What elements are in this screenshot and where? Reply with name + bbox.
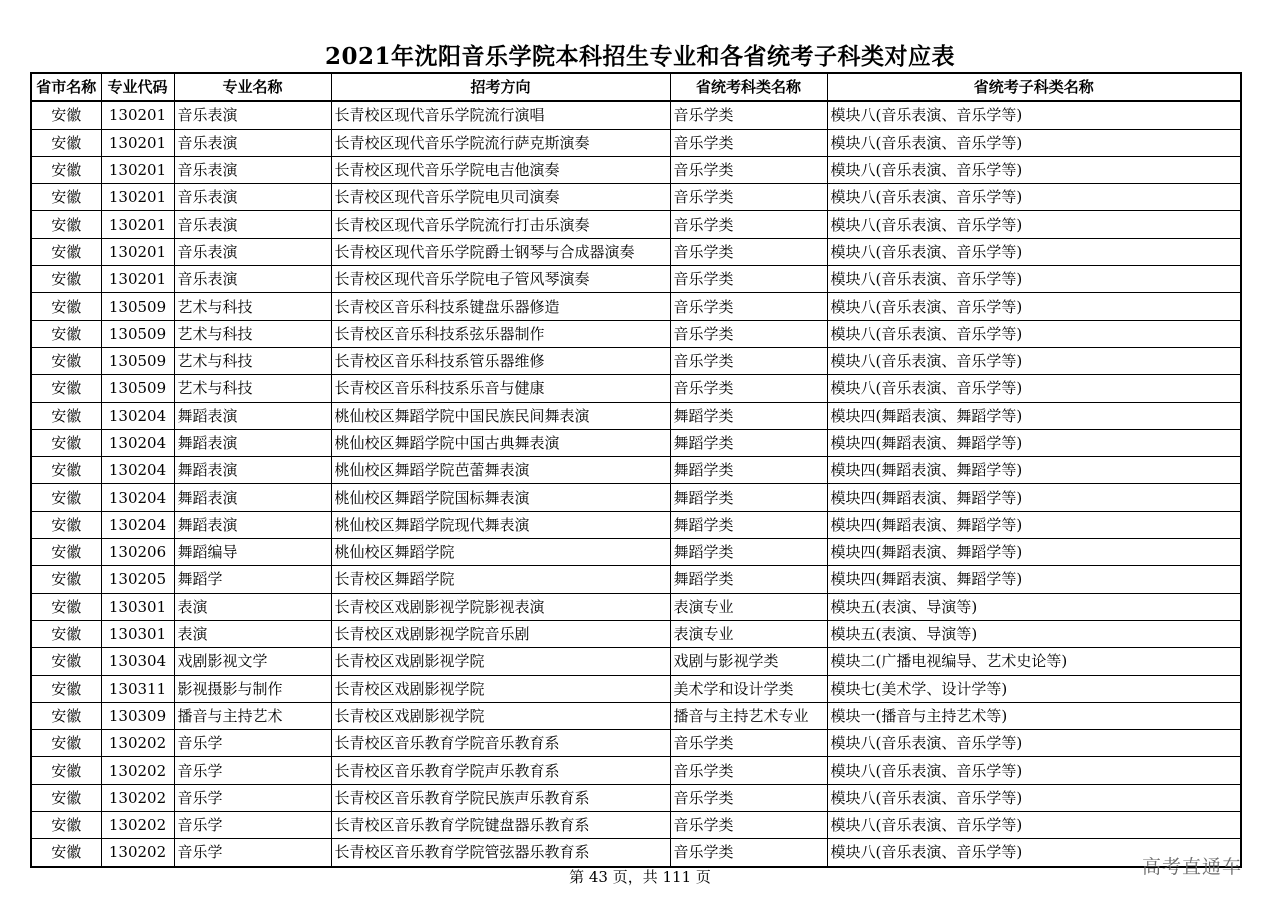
cell-major-name: 音乐学 [174, 784, 331, 811]
table-row [31, 375, 1241, 402]
cell-major-name: 影视摄影与制作 [174, 675, 331, 702]
table-row [31, 266, 1241, 293]
cell-admission-direction: 长青校区音乐科技系管乐器维修 [331, 347, 670, 374]
table-row [31, 211, 1241, 238]
cell-major-code: 130509 [101, 347, 174, 374]
cell-province: 安徽 [31, 539, 101, 566]
cell-major-name: 音乐表演 [174, 101, 331, 129]
cell-exam-category: 舞蹈学类 [670, 402, 827, 429]
cell-province: 安徽 [31, 293, 101, 320]
cell-exam-category: 音乐学类 [670, 266, 827, 293]
cell-province: 安徽 [31, 101, 101, 129]
cell-exam-subcategory: 模块四(舞蹈表演、舞蹈学等) [827, 539, 1241, 566]
cell-major-name: 音乐表演 [174, 238, 331, 265]
table-row [31, 156, 1241, 183]
document-title: 2021年沈阳音乐学院本科招生专业和各省统考子科类对应表 [324, 43, 955, 70]
table-row [31, 320, 1241, 347]
cell-major-code: 130201 [101, 101, 174, 129]
cell-exam-category: 音乐学类 [670, 238, 827, 265]
cell-admission-direction: 长青校区音乐科技系乐音与健康 [331, 375, 670, 402]
cell-major-name: 舞蹈表演 [174, 457, 331, 484]
cell-province: 安徽 [31, 320, 101, 347]
cell-major-name: 艺术与科技 [174, 320, 331, 347]
cell-major-name: 艺术与科技 [174, 293, 331, 320]
cell-admission-direction: 长青校区戏剧影视学院 [331, 702, 670, 729]
cell-admission-direction: 长青校区现代音乐学院电吉他演奏 [331, 156, 670, 183]
cell-major-name: 艺术与科技 [174, 375, 331, 402]
header-major-name: 专业名称 [174, 73, 331, 101]
cell-exam-category: 音乐学类 [670, 320, 827, 347]
cell-exam-subcategory: 模块四(舞蹈表演、舞蹈学等) [827, 566, 1241, 593]
cell-exam-subcategory: 模块八(音乐表演、音乐学等) [827, 730, 1241, 757]
cell-admission-direction: 长青校区音乐科技系弦乐器制作 [331, 320, 670, 347]
cell-major-code: 130301 [101, 593, 174, 620]
cell-exam-category: 音乐学类 [670, 757, 827, 784]
table-row [31, 648, 1241, 675]
cell-province: 安徽 [31, 648, 101, 675]
cell-major-name: 音乐学 [174, 839, 331, 867]
cell-province: 安徽 [31, 566, 101, 593]
cell-admission-direction: 长青校区音乐科技系键盘乐器修造 [331, 293, 670, 320]
cell-exam-subcategory: 模块五(表演、导演等) [827, 593, 1241, 620]
cell-major-name: 舞蹈表演 [174, 511, 331, 538]
table-row [31, 620, 1241, 647]
admissions-table [30, 72, 1242, 868]
table-row [31, 511, 1241, 538]
cell-exam-category: 表演专业 [670, 593, 827, 620]
cell-exam-subcategory: 模块八(音乐表演、音乐学等) [827, 238, 1241, 265]
cell-major-name: 舞蹈学 [174, 566, 331, 593]
cell-exam-category: 音乐学类 [670, 101, 827, 129]
cell-exam-subcategory: 模块八(音乐表演、音乐学等) [827, 757, 1241, 784]
cell-major-code: 130201 [101, 211, 174, 238]
cell-exam-category: 音乐学类 [670, 839, 827, 867]
cell-major-name: 音乐表演 [174, 266, 331, 293]
cell-province: 安徽 [31, 429, 101, 456]
table-row [31, 347, 1241, 374]
table-row [31, 429, 1241, 456]
cell-exam-subcategory: 模块八(音乐表演、音乐学等) [827, 156, 1241, 183]
cell-major-name: 舞蹈表演 [174, 429, 331, 456]
cell-major-code: 130202 [101, 730, 174, 757]
cell-exam-subcategory: 模块五(表演、导演等) [827, 620, 1241, 647]
cell-admission-direction: 长青校区现代音乐学院电贝司演奏 [331, 184, 670, 211]
cell-admission-direction: 长青校区音乐教育学院管弦器乐教育系 [331, 839, 670, 867]
cell-province: 安徽 [31, 402, 101, 429]
cell-exam-category: 舞蹈学类 [670, 484, 827, 511]
cell-exam-category: 音乐学类 [670, 184, 827, 211]
cell-admission-direction: 长青校区现代音乐学院流行打击乐演奏 [331, 211, 670, 238]
cell-major-name: 表演 [174, 593, 331, 620]
cell-exam-category: 表演专业 [670, 620, 827, 647]
watermark: 高考直通车 [1142, 856, 1243, 878]
cell-major-code: 130509 [101, 320, 174, 347]
header-admission-direction: 招考方向 [331, 73, 670, 101]
cell-exam-category: 音乐学类 [670, 156, 827, 183]
cell-admission-direction: 桃仙校区舞蹈学院中国民族民间舞表演 [331, 402, 670, 429]
cell-major-code: 130309 [101, 702, 174, 729]
cell-major-code: 130206 [101, 539, 174, 566]
cell-province: 安徽 [31, 757, 101, 784]
cell-major-code: 130509 [101, 375, 174, 402]
cell-province: 安徽 [31, 812, 101, 839]
page-number: 第 43 页，共 111 页 [569, 868, 711, 886]
cell-province: 安徽 [31, 211, 101, 238]
cell-major-code: 130204 [101, 511, 174, 538]
cell-major-code: 130202 [101, 757, 174, 784]
cell-province: 安徽 [31, 156, 101, 183]
cell-major-code: 130311 [101, 675, 174, 702]
cell-exam-category: 音乐学类 [670, 211, 827, 238]
cell-exam-subcategory: 模块八(音乐表演、音乐学等) [827, 184, 1241, 211]
cell-major-name: 音乐表演 [174, 129, 331, 156]
cell-major-code: 130201 [101, 156, 174, 183]
table-row [31, 293, 1241, 320]
cell-major-code: 130304 [101, 648, 174, 675]
cell-province: 安徽 [31, 511, 101, 538]
table-row [31, 184, 1241, 211]
table-row [31, 839, 1241, 867]
cell-exam-category: 舞蹈学类 [670, 457, 827, 484]
cell-province: 安徽 [31, 375, 101, 402]
cell-major-code: 130202 [101, 784, 174, 811]
cell-major-name: 音乐学 [174, 730, 331, 757]
cell-admission-direction: 长青校区舞蹈学院 [331, 566, 670, 593]
cell-province: 安徽 [31, 593, 101, 620]
cell-exam-subcategory: 模块八(音乐表演、音乐学等) [827, 129, 1241, 156]
cell-major-name: 表演 [174, 620, 331, 647]
cell-exam-category: 音乐学类 [670, 347, 827, 374]
cell-exam-subcategory: 模块四(舞蹈表演、舞蹈学等) [827, 511, 1241, 538]
cell-exam-subcategory: 模块二(广播电视编导、艺术史论等) [827, 648, 1241, 675]
cell-major-code: 130204 [101, 484, 174, 511]
cell-exam-subcategory: 模块一(播音与主持艺术等) [827, 702, 1241, 729]
cell-admission-direction: 长青校区戏剧影视学院 [331, 648, 670, 675]
cell-exam-subcategory: 模块八(音乐表演、音乐学等) [827, 839, 1241, 867]
cell-admission-direction: 桃仙校区舞蹈学院现代舞表演 [331, 511, 670, 538]
header-major-code: 专业代码 [101, 73, 174, 101]
cell-exam-subcategory: 模块七(美术学、设计学等) [827, 675, 1241, 702]
cell-province: 安徽 [31, 702, 101, 729]
cell-major-name: 音乐表演 [174, 156, 331, 183]
cell-exam-category: 舞蹈学类 [670, 511, 827, 538]
cell-province: 安徽 [31, 620, 101, 647]
cell-exam-category: 音乐学类 [670, 293, 827, 320]
table-body [31, 101, 1241, 866]
cell-admission-direction: 长青校区音乐教育学院声乐教育系 [331, 757, 670, 784]
cell-admission-direction: 长青校区现代音乐学院电子管风琴演奏 [331, 266, 670, 293]
header-exam-subcategory: 省统考子科类名称 [827, 73, 1241, 101]
cell-province: 安徽 [31, 784, 101, 811]
cell-exam-category: 舞蹈学类 [670, 429, 827, 456]
cell-major-code: 130204 [101, 402, 174, 429]
table-row [31, 702, 1241, 729]
cell-major-code: 130205 [101, 566, 174, 593]
cell-exam-subcategory: 模块八(音乐表演、音乐学等) [827, 320, 1241, 347]
cell-exam-category: 播音与主持艺术专业 [670, 702, 827, 729]
cell-exam-category: 舞蹈学类 [670, 539, 827, 566]
cell-province: 安徽 [31, 457, 101, 484]
cell-major-code: 130509 [101, 293, 174, 320]
cell-admission-direction: 桃仙校区舞蹈学院国标舞表演 [331, 484, 670, 511]
cell-admission-direction: 长青校区音乐教育学院键盘器乐教育系 [331, 812, 670, 839]
cell-exam-subcategory: 模块四(舞蹈表演、舞蹈学等) [827, 429, 1241, 456]
header-province: 省市名称 [31, 73, 101, 101]
table-row [31, 402, 1241, 429]
cell-exam-subcategory: 模块八(音乐表演、音乐学等) [827, 375, 1241, 402]
cell-major-name: 音乐表演 [174, 211, 331, 238]
cell-province: 安徽 [31, 484, 101, 511]
cell-exam-subcategory: 模块八(音乐表演、音乐学等) [827, 784, 1241, 811]
table-row [31, 593, 1241, 620]
cell-admission-direction: 长青校区戏剧影视学院影视表演 [331, 593, 670, 620]
cell-major-name: 播音与主持艺术 [174, 702, 331, 729]
cell-admission-direction: 长青校区现代音乐学院爵士钢琴与合成器演奏 [331, 238, 670, 265]
cell-exam-category: 音乐学类 [670, 129, 827, 156]
cell-admission-direction: 长青校区戏剧影视学院 [331, 675, 670, 702]
cell-exam-category: 音乐学类 [670, 812, 827, 839]
cell-exam-category: 美术学和设计学类 [670, 675, 827, 702]
cell-admission-direction: 长青校区音乐教育学院民族声乐教育系 [331, 784, 670, 811]
table-row [31, 101, 1241, 129]
cell-exam-subcategory: 模块四(舞蹈表演、舞蹈学等) [827, 402, 1241, 429]
cell-admission-direction: 长青校区戏剧影视学院音乐剧 [331, 620, 670, 647]
cell-major-name: 舞蹈表演 [174, 402, 331, 429]
cell-exam-category: 音乐学类 [670, 375, 827, 402]
cell-exam-category: 音乐学类 [670, 784, 827, 811]
header-exam-category: 省统考科类名称 [670, 73, 827, 101]
table-row [31, 566, 1241, 593]
cell-major-code: 130201 [101, 184, 174, 211]
cell-major-code: 130202 [101, 839, 174, 867]
cell-province: 安徽 [31, 129, 101, 156]
table-row [31, 675, 1241, 702]
cell-exam-category: 音乐学类 [670, 730, 827, 757]
cell-exam-subcategory: 模块四(舞蹈表演、舞蹈学等) [827, 484, 1241, 511]
table-row [31, 539, 1241, 566]
cell-major-code: 130201 [101, 266, 174, 293]
table-row [31, 757, 1241, 784]
table-row [31, 812, 1241, 839]
table-row [31, 238, 1241, 265]
cell-admission-direction: 桃仙校区舞蹈学院中国古典舞表演 [331, 429, 670, 456]
table-row [31, 730, 1241, 757]
table-row [31, 457, 1241, 484]
table-row [31, 129, 1241, 156]
cell-admission-direction: 长青校区现代音乐学院流行演唱 [331, 101, 670, 129]
cell-major-name: 舞蹈编导 [174, 539, 331, 566]
cell-admission-direction: 长青校区现代音乐学院流行萨克斯演奏 [331, 129, 670, 156]
cell-major-name: 艺术与科技 [174, 347, 331, 374]
cell-exam-subcategory: 模块八(音乐表演、音乐学等) [827, 211, 1241, 238]
cell-admission-direction: 长青校区音乐教育学院音乐教育系 [331, 730, 670, 757]
cell-major-code: 130202 [101, 812, 174, 839]
cell-major-name: 舞蹈表演 [174, 484, 331, 511]
cell-major-name: 戏剧影视文学 [174, 648, 331, 675]
cell-exam-subcategory: 模块八(音乐表演、音乐学等) [827, 347, 1241, 374]
cell-exam-subcategory: 模块八(音乐表演、音乐学等) [827, 812, 1241, 839]
table-row [31, 484, 1241, 511]
cell-major-name: 音乐学 [174, 812, 331, 839]
cell-major-name: 音乐表演 [174, 184, 331, 211]
cell-exam-subcategory: 模块四(舞蹈表演、舞蹈学等) [827, 457, 1241, 484]
cell-province: 安徽 [31, 839, 101, 867]
cell-exam-subcategory: 模块八(音乐表演、音乐学等) [827, 266, 1241, 293]
cell-major-code: 130204 [101, 457, 174, 484]
cell-province: 安徽 [31, 675, 101, 702]
cell-major-code: 130301 [101, 620, 174, 647]
cell-major-code: 130201 [101, 129, 174, 156]
cell-province: 安徽 [31, 266, 101, 293]
cell-major-code: 130201 [101, 238, 174, 265]
cell-major-code: 130204 [101, 429, 174, 456]
cell-exam-category: 舞蹈学类 [670, 566, 827, 593]
cell-admission-direction: 桃仙校区舞蹈学院 [331, 539, 670, 566]
cell-exam-category: 戏剧与影视学类 [670, 648, 827, 675]
cell-exam-subcategory: 模块八(音乐表演、音乐学等) [827, 101, 1241, 129]
cell-major-name: 音乐学 [174, 757, 331, 784]
cell-province: 安徽 [31, 347, 101, 374]
cell-province: 安徽 [31, 730, 101, 757]
cell-admission-direction: 桃仙校区舞蹈学院芭蕾舞表演 [331, 457, 670, 484]
cell-province: 安徽 [31, 238, 101, 265]
cell-province: 安徽 [31, 184, 101, 211]
table-header-row [31, 73, 1241, 101]
cell-exam-subcategory: 模块八(音乐表演、音乐学等) [827, 293, 1241, 320]
table-row [31, 784, 1241, 811]
